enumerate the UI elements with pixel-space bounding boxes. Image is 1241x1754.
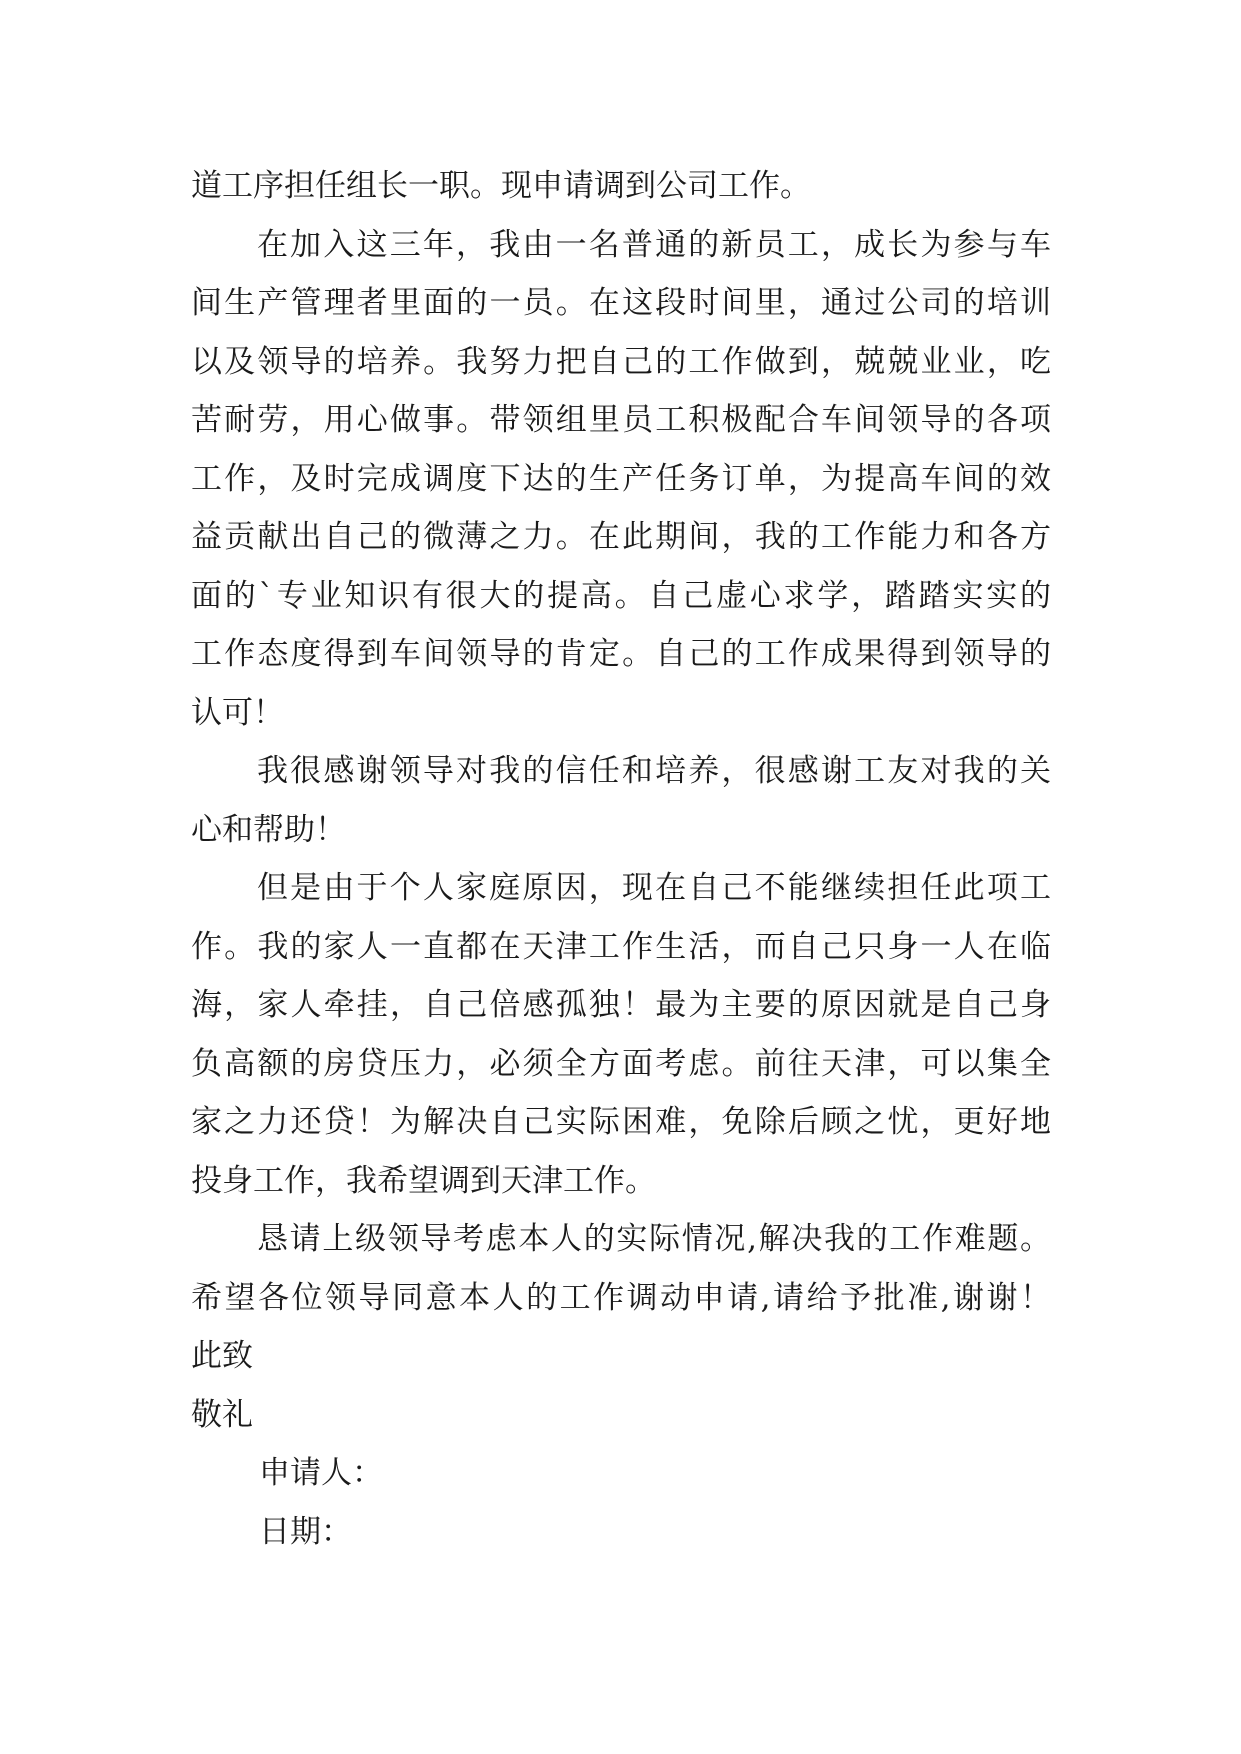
applicant-label: 申请人： (259, 1455, 383, 1491)
text-line: 恳请上级领导考虑本人的实际情况,解决我的工作难题。 (257, 1221, 1051, 1257)
text-line: 道工序担任组长一职。现申请调到公司工作。 (191, 168, 811, 204)
paragraph-2 (191, 216, 1051, 743)
text-line: 益贡献出自己的微薄之力。在此期间，我的工作能力和各方 (191, 519, 1051, 555)
text-line: 海，家人牵挂，自己倍感孤独！最为主要的原因就是自己身 (191, 987, 1051, 1023)
text-line: 希望各位领导同意本人的工作调动申请,请给予批准,谢谢！ (191, 1279, 1051, 1316)
letter-body (191, 157, 1051, 1561)
closing-greeting: 此致 (191, 1338, 253, 1374)
date-label: 日期： (259, 1513, 352, 1550)
text-line: 认可！ (191, 694, 284, 731)
text-line: 苦耐劳，用心做事。带领组里员工积极配合车间领导的各项 (191, 402, 1051, 438)
paragraph-4 (191, 859, 1051, 1210)
text-line: 工作态度得到车间领导的肯定。自己的工作成果得到领导的 (191, 636, 1051, 672)
paragraph-5 (191, 1210, 1051, 1327)
signature-block (191, 1444, 1051, 1561)
paragraph-3 (191, 742, 1051, 859)
text-line: 作。我的家人一直都在天津工作生活，而自己只身一人在临 (191, 928, 1051, 965)
text-line: 面的`专业知识有很大的提高。自己虚心求学，踏踏实实的 (191, 577, 1051, 614)
text-line: 家之力还贷！为解决自己实际困难，免除后顾之忧，更好地 (191, 1104, 1051, 1140)
closing-salute: 敬礼 (191, 1396, 253, 1433)
text-line: 但是由于个人家庭原因，现在自己不能继续担任此项工 (257, 870, 1051, 906)
text-line: 在加入这三年，我由一名普通的新员工，成长为参与车 (257, 226, 1051, 263)
closing (191, 1327, 1051, 1444)
text-line: 间生产管理者里面的一员。在这段时间里，通过公司的培训 (191, 285, 1051, 321)
text-line: 投身工作，我希望调到天津工作。 (191, 1162, 656, 1199)
text-line: 工作，及时完成调度下达的生产任务订单，为提高车间的效 (191, 460, 1051, 497)
text-line: 负高额的房贷压力，必须全方面考虑。前往天津，可以集全 (191, 1045, 1051, 1082)
text-line: 心和帮助！ (191, 811, 346, 848)
text-line: 以及领导的培养。我努力把自己的工作做到，兢兢业业，吃 (191, 343, 1051, 380)
paragraph-1 (191, 157, 1051, 216)
text-line: 我很感谢领导对我的信任和培养，很感谢工友对我的关 (257, 753, 1051, 789)
